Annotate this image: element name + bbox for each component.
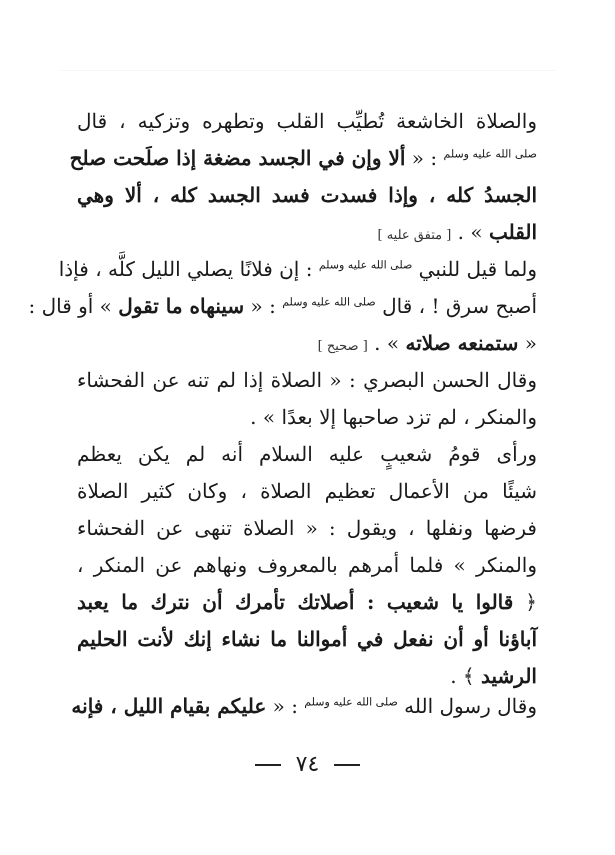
- text-line: [77, 177, 537, 214]
- honorific-glyph: صلى الله عليه وسلم: [282, 295, 376, 309]
- text-segment: والمنكر » فلما أمرهم بالمعروف ونهاهم عن المنكر ،: [77, 553, 537, 577]
- text-segment: «: [518, 331, 537, 355]
- text-line: [77, 473, 537, 510]
- dash-left: [255, 764, 281, 766]
- text-segment: وقال الحسن البصري : « الصلاة إذا لم تنه عن الفحشاء: [77, 368, 537, 392]
- text-line: [77, 584, 537, 621]
- honorific-glyph: صلى الله عليه وسلم: [443, 147, 537, 161]
- text-segment: أصبح سرق ! ، قال: [375, 294, 537, 318]
- text-line: [77, 325, 537, 362]
- text-segment: قالوا يا شعيب : أصلاتك تأمرك أن نترك ما يعبد: [77, 590, 514, 614]
- text-line: [71, 688, 537, 725]
- page-edge-line: [60, 70, 555, 71]
- text-line: [77, 362, 537, 399]
- text-segment: ورأى قومُ شعيبٍ عليه السلام أنه لم يكن يعظم: [77, 442, 537, 466]
- text-segment: ولما قيل للنبي: [412, 257, 537, 281]
- source-citation: [ متفق عليه ]: [377, 228, 452, 243]
- paragraph: [69, 103, 537, 251]
- text-segment: » .: [451, 220, 489, 244]
- text-segment: وقال رسول الله: [397, 694, 537, 718]
- text-line: [77, 621, 537, 658]
- text-segment: : «: [405, 146, 444, 170]
- paragraph: [71, 688, 537, 725]
- text-segment: آباؤنا أو أن نفعل في أموالنا ما نشاء إنك لأنت الحليم: [77, 627, 537, 651]
- text-line: [77, 103, 537, 140]
- text-segment: : «: [244, 294, 283, 318]
- dash-right: [334, 764, 360, 766]
- page-number-footer: [0, 752, 615, 777]
- text-segment: ﴿: [513, 590, 537, 614]
- text-segment: ألا وإن في الجسد مضغة إذا صلَحت صلح: [69, 146, 406, 170]
- paragraph: [28, 251, 537, 362]
- text-segment: الرشيد: [481, 664, 537, 688]
- text-segment: والمنكر ، لم تزد صاحبها إلا بعدًا » .: [250, 405, 537, 429]
- text-segment: سينهاه ما تقول: [118, 294, 245, 318]
- text-segment: والصلاة الخاشعة تُطيِّب القلب وتطهره وتزكيه ، قال: [77, 109, 537, 133]
- text-line: [77, 436, 537, 473]
- page-number: ٧٤: [295, 752, 320, 777]
- honorific-glyph: صلى الله عليه وسلم: [318, 258, 413, 272]
- text-line: [77, 547, 537, 584]
- text-segment: عليكم بقيام الليل ، فإنه: [71, 694, 267, 718]
- text-line: [77, 510, 537, 547]
- text-segment: » .: [367, 331, 406, 355]
- text-line: [69, 140, 537, 177]
- text-line: [58, 251, 537, 288]
- paragraph: [77, 436, 537, 695]
- text-segment: : «: [266, 694, 305, 718]
- text-line: [77, 399, 537, 436]
- text-line: [28, 288, 537, 325]
- text-segment: الجسدُ كله ، وإذا فسدت فسد الجسد كله ، ألا وهي: [77, 183, 537, 207]
- text-segment: فرضها ونفلها ، ويقول : « الصلاة تنهى عن الفحشاء: [77, 516, 537, 540]
- text-line: [77, 214, 537, 251]
- text-segment: القلب: [488, 220, 537, 244]
- text-segment: ﴾ .: [450, 664, 482, 688]
- text-segment: شيئًا من الأعمال تعظيم الصلاة ، وكان كثير الصلاة: [77, 479, 537, 503]
- honorific-glyph: صلى الله عليه وسلم: [304, 695, 398, 709]
- paragraph: [77, 362, 537, 436]
- text-segment: » أو قال :: [28, 294, 119, 318]
- text-segment: : إن فلانًا يصلي الليل كلَّه ، فإذا: [58, 257, 319, 281]
- text-segment: ستمنعه صلاته: [405, 331, 519, 355]
- source-citation: [ صحيح ]: [317, 339, 368, 354]
